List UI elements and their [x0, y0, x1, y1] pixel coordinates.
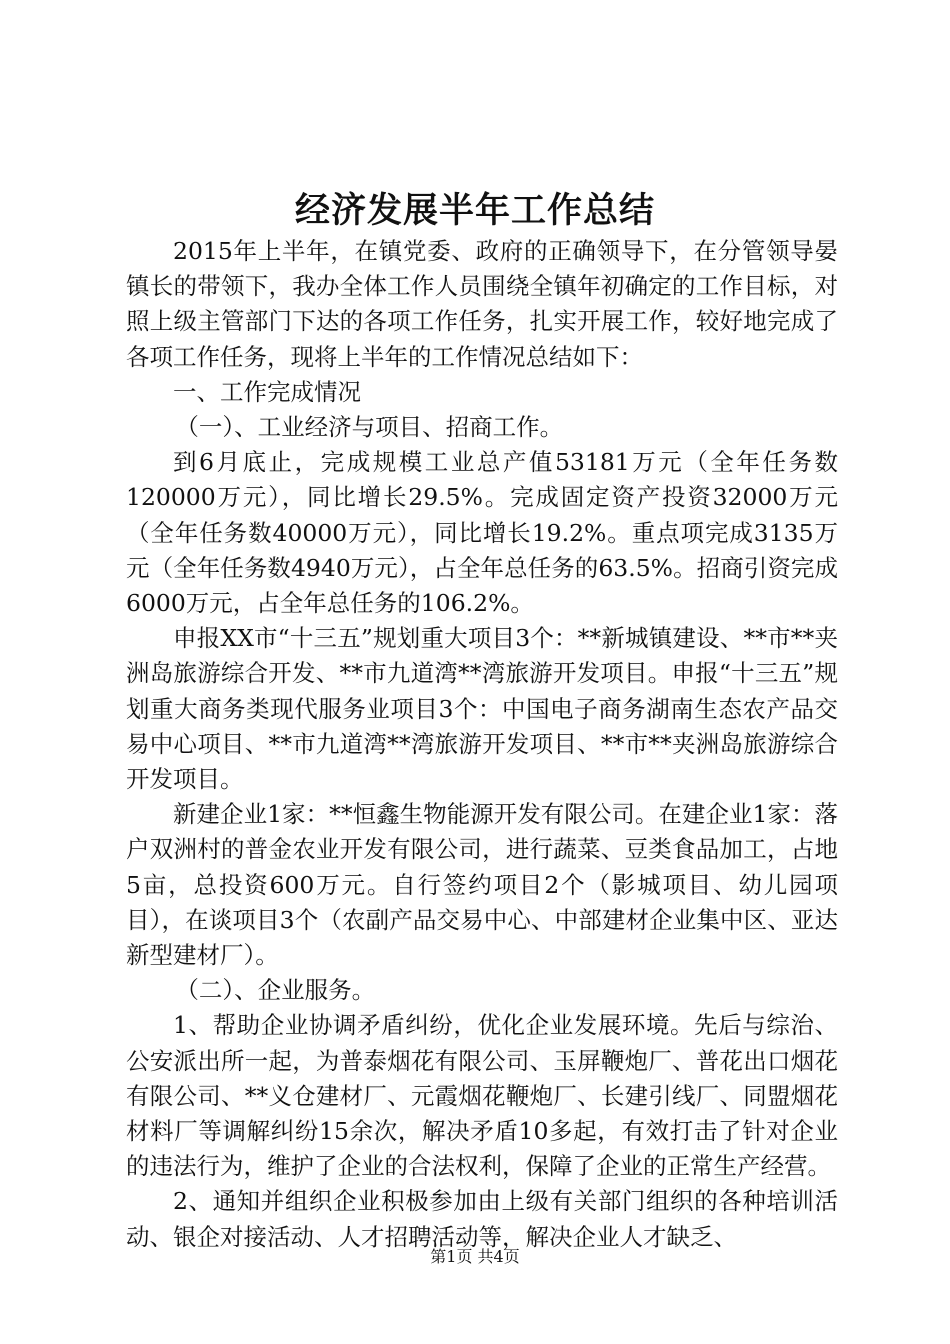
paragraph-service-item-2: 2、通知并组织企业积极参加由上级有关部门组织的各种培训活动、银企对接活动、人才招聘活动等，解决企业人才缺乏、 — [126, 1187, 838, 1251]
page-footer: 第1页 共4页 — [430, 1247, 520, 1266]
subsection-heading-2: （二）、企业服务。 — [175, 976, 376, 1005]
paragraph-intro: 2015年上半年，在镇党委、政府的正确领导下，在分管领导晏镇长的带领下，我办全体工作人员围绕全镇年初确定的工作目标，对照上级主管部门下达的各项工作任务，扎实开展工作，较好地完成了各项工作任务，现将上半年的工作情况总结如下： — [126, 237, 838, 371]
paragraph-service-item-1: 1、帮助企业协调矛盾纠纷，优化企业发展环境。先后与综治、公安派出所一起，为普泰烟花有限公司、玉屏鞭炮厂、普花出口烟花有限公司、**义仓建材厂、元霞烟花鞭炮厂、长建引线厂、同盟烟花材料厂等调解纠纷15余次，解决矛盾10多起，有效打击了针对企业的违法行为，维护了企业的合法权利，保障了企业的正常生产经营。 — [126, 1011, 838, 1181]
paragraph-new-enterprises: 新建企业1家：**恒鑫生物能源开发有限公司。在建企业1家：落户双洲村的普金农业开发有限公司，进行蔬菜、豆类食品加工，占地5亩，总投资600万元。自行签约项目2个（影城项目、幼儿园项目），在谈项目3个（农副产品交易中心、中部建材企业集中区、亚达新型建材厂）。 — [126, 800, 838, 970]
document-body — [126, 234, 838, 1255]
paragraph-industrial-output: 到6月底止，完成规模工业总产值53181万元（全年任务数120000万元），同比增长29.5%。完成固定资产投资32000万元（全年任务数40000万元），同比增长19.2%。重点项完成3135万元（全年任务数4940万元），占全年总任务的63.5%。招商引资完成6000万元，占全年总任务的106.2%。 — [126, 448, 838, 618]
paragraph-major-projects: 申报XX市“十三五”规划重大项目3个：**新城镇建设、**市**夹洲岛旅游综合开发、**市九道湾**湾旅游开发项目。申报“十三五”规划重大商务类现代服务业项目3个：中国电子商务湖南生态农产品交易中心项目、**市九道湾**湾旅游开发项目、**市**夹洲岛旅游综合开发项目。 — [126, 624, 838, 794]
section-heading-1: 一、工作完成情况 — [173, 377, 361, 406]
subsection-heading-1: （一）、工业经济与项目、招商工作。 — [175, 413, 564, 442]
document-title: 经济发展半年工作总结 — [294, 190, 655, 231]
